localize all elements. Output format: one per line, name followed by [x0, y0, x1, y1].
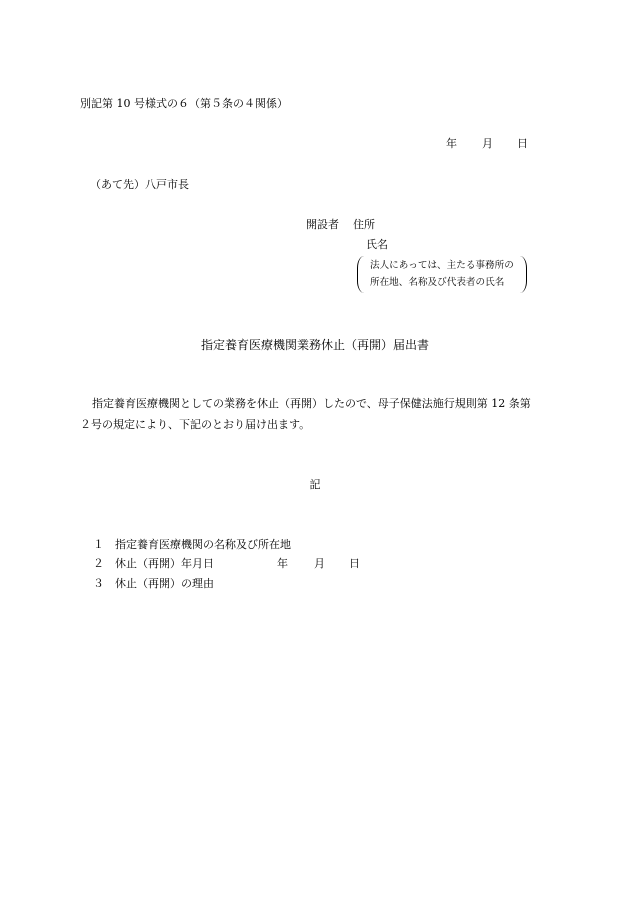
form-reference: 別記第 10 号様式の６（第５条の４関係） [80, 97, 288, 110]
left-parenthesis [357, 256, 364, 293]
right-parenthesis [520, 256, 527, 293]
date-year-label: 年 [446, 137, 457, 150]
corporate-note-line2: 所在地、名称及び代表者の氏名 [370, 277, 505, 288]
applicant-label: 開設者 [306, 218, 339, 231]
item-number: ３ [93, 577, 104, 590]
item-number: ２ [93, 557, 104, 570]
list-item [93, 578, 214, 589]
address-label: 住所 [353, 218, 375, 231]
ki-heading: 記 [309, 478, 321, 491]
item-number: １ [93, 538, 104, 551]
list-item [93, 558, 214, 569]
document-title: 指定養育医療機関業務休止（再開）届出書 [200, 338, 429, 352]
date-day-label: 日 [517, 137, 528, 150]
item-text: 指定養育医療機関の名称及び所在地 [115, 538, 291, 551]
item-text: 休止（再開）の理由 [115, 577, 214, 590]
item2-year-label: 年 [277, 557, 288, 570]
addressee: （あて先）八戸市長 [90, 178, 189, 191]
list-item [93, 539, 291, 550]
body-text-line1: 指定養育医療機関としての業務を休止（再開）したので、母子保健法施行規則第 12 条第 [92, 397, 531, 410]
date-month-label: 月 [482, 137, 493, 150]
corporate-note-bracket [357, 256, 527, 293]
corporate-note-line1: 法人にあっては、主たる事務所の [370, 260, 514, 271]
item2-month-label: 月 [314, 557, 325, 570]
body-text-line2: ２号の規定により、下記のとおり届け出ます。 [80, 418, 311, 431]
item2-day-label: 日 [349, 557, 360, 570]
name-label: 氏名 [366, 238, 388, 251]
item-text: 休止（再開）年月日 [115, 557, 214, 570]
